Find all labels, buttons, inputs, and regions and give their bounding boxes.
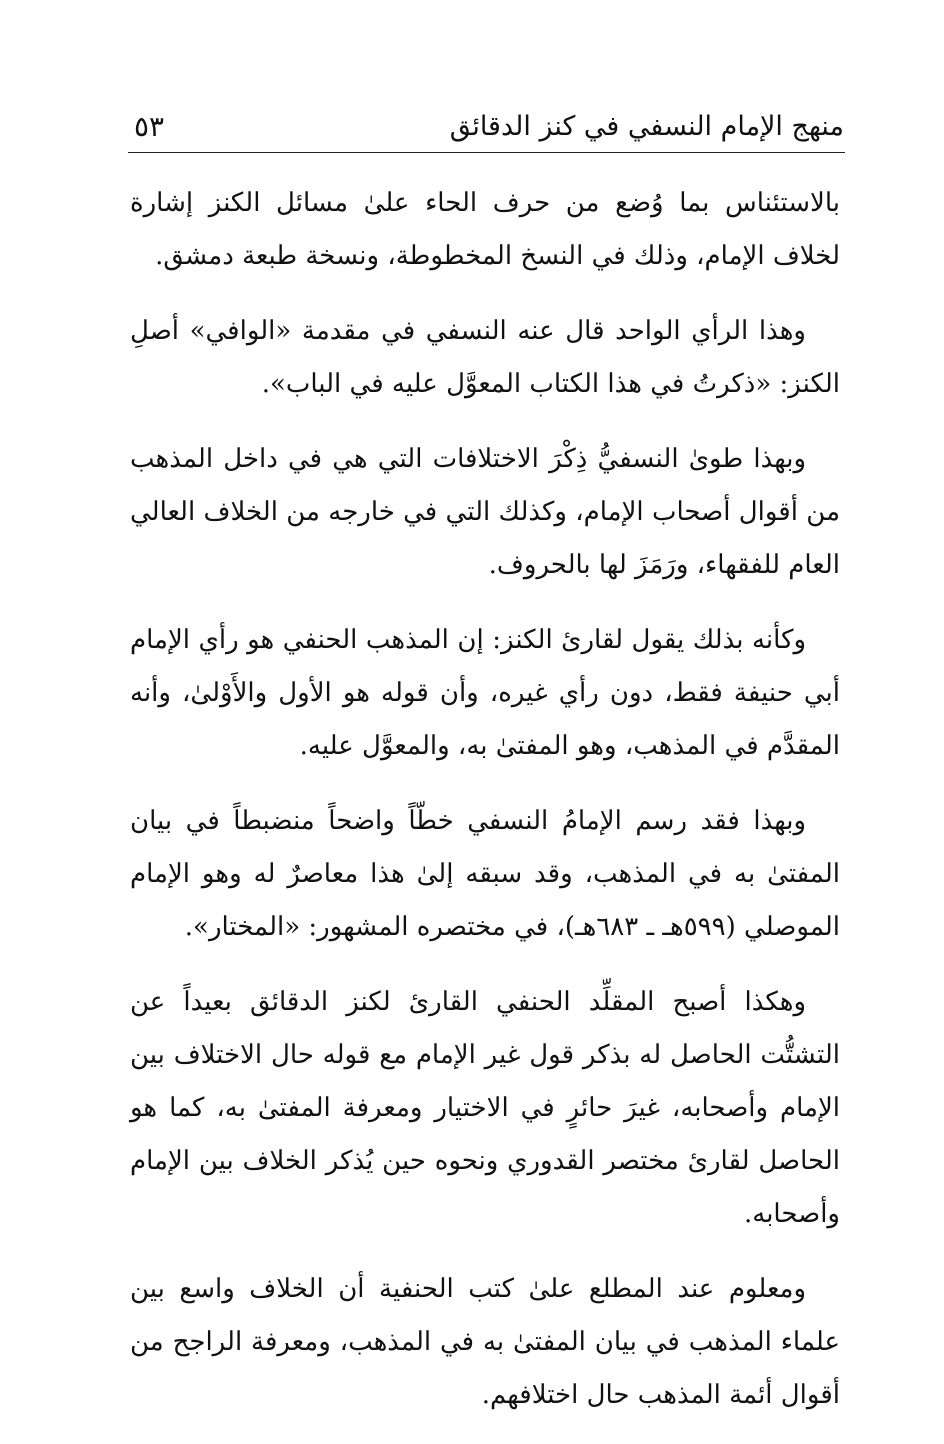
header-divider — [128, 152, 845, 153]
paragraph: وبهذا فقد رسم الإمامُ النسفي خطّاً واضحاً منضبطاً في بيان المفتىٰ به في المذهب، وقد سبقه إلىٰ هذا معاصرٌ له وهو الإمام الموصلي (٥٩٩هـ ـ ٦٨٣هـ)، في مختصره المشهور: «المختار». — [130, 806, 840, 942]
paragraph: بالاستئناس بما وُضع من حرف الحاء علىٰ مسائل الكنز إشارة لخلاف الإمام، وذلك في النسخ المخطوطة، ونسخة طبعة دمشق. — [130, 188, 840, 271]
paragraph: وكأنه بذلك يقول لقارئ الكنز: إن المذهب الحنفي هو رأي الإمام أبي حنيفة فقط، دون رأي غيره، وأن قوله هو الأول والأَوْلىٰ، وأنه المقدَّم في المذهب، وهو المفتىٰ به، والمعوَّل عليه. — [130, 625, 840, 761]
paragraph: وهذا الرأي الواحد قال عنه النسفي في مقدمة «الوافي» أصلِ الكنز: «ذكرتُ في هذا الكتاب المعوَّل عليه في الباب». — [130, 316, 840, 399]
body-text — [130, 177, 840, 1444]
paragraph: وهكذا أصبح المقلِّد الحنفي القارئ لكنز الدقائق بعيداً عن التشتُّت الحاصل له بذكر قول غير الإمام مع قوله حال الاختلاف بين الإمام وأصحابه، غيرَ حائرٍ في الاختيار ومعرفة المفتىٰ به، كما هو الحاصل لقارئ مختصر القدوري ونحوه حين يُذكر الخلاف بين الإمام وأصحابه. — [130, 987, 841, 1229]
running-title: منهج الإمام النسفي في كنز الدقائق — [449, 111, 844, 142]
paragraph: وبهذا طوىٰ النسفيُّ ذِكْرَ الاختلافات التي هي في داخل المذهب من أقوال أصحاب الإمام، وكذلك التي في خارجه من الخلاف العالي العام للفقهاء، ورَمَزَ لها بالحروف. — [130, 444, 840, 580]
page-number: ٥٣ — [134, 110, 165, 143]
page-header — [130, 104, 844, 150]
paragraph: ومعلوم عند المطلع علىٰ كتب الحنفية أن الخلاف واسع بين علماء المذهب في بيان المفتىٰ به في المذهب، ومعرفة الراجح من أقوال أئمة المذهب حال اختلافهم. — [130, 1274, 840, 1410]
